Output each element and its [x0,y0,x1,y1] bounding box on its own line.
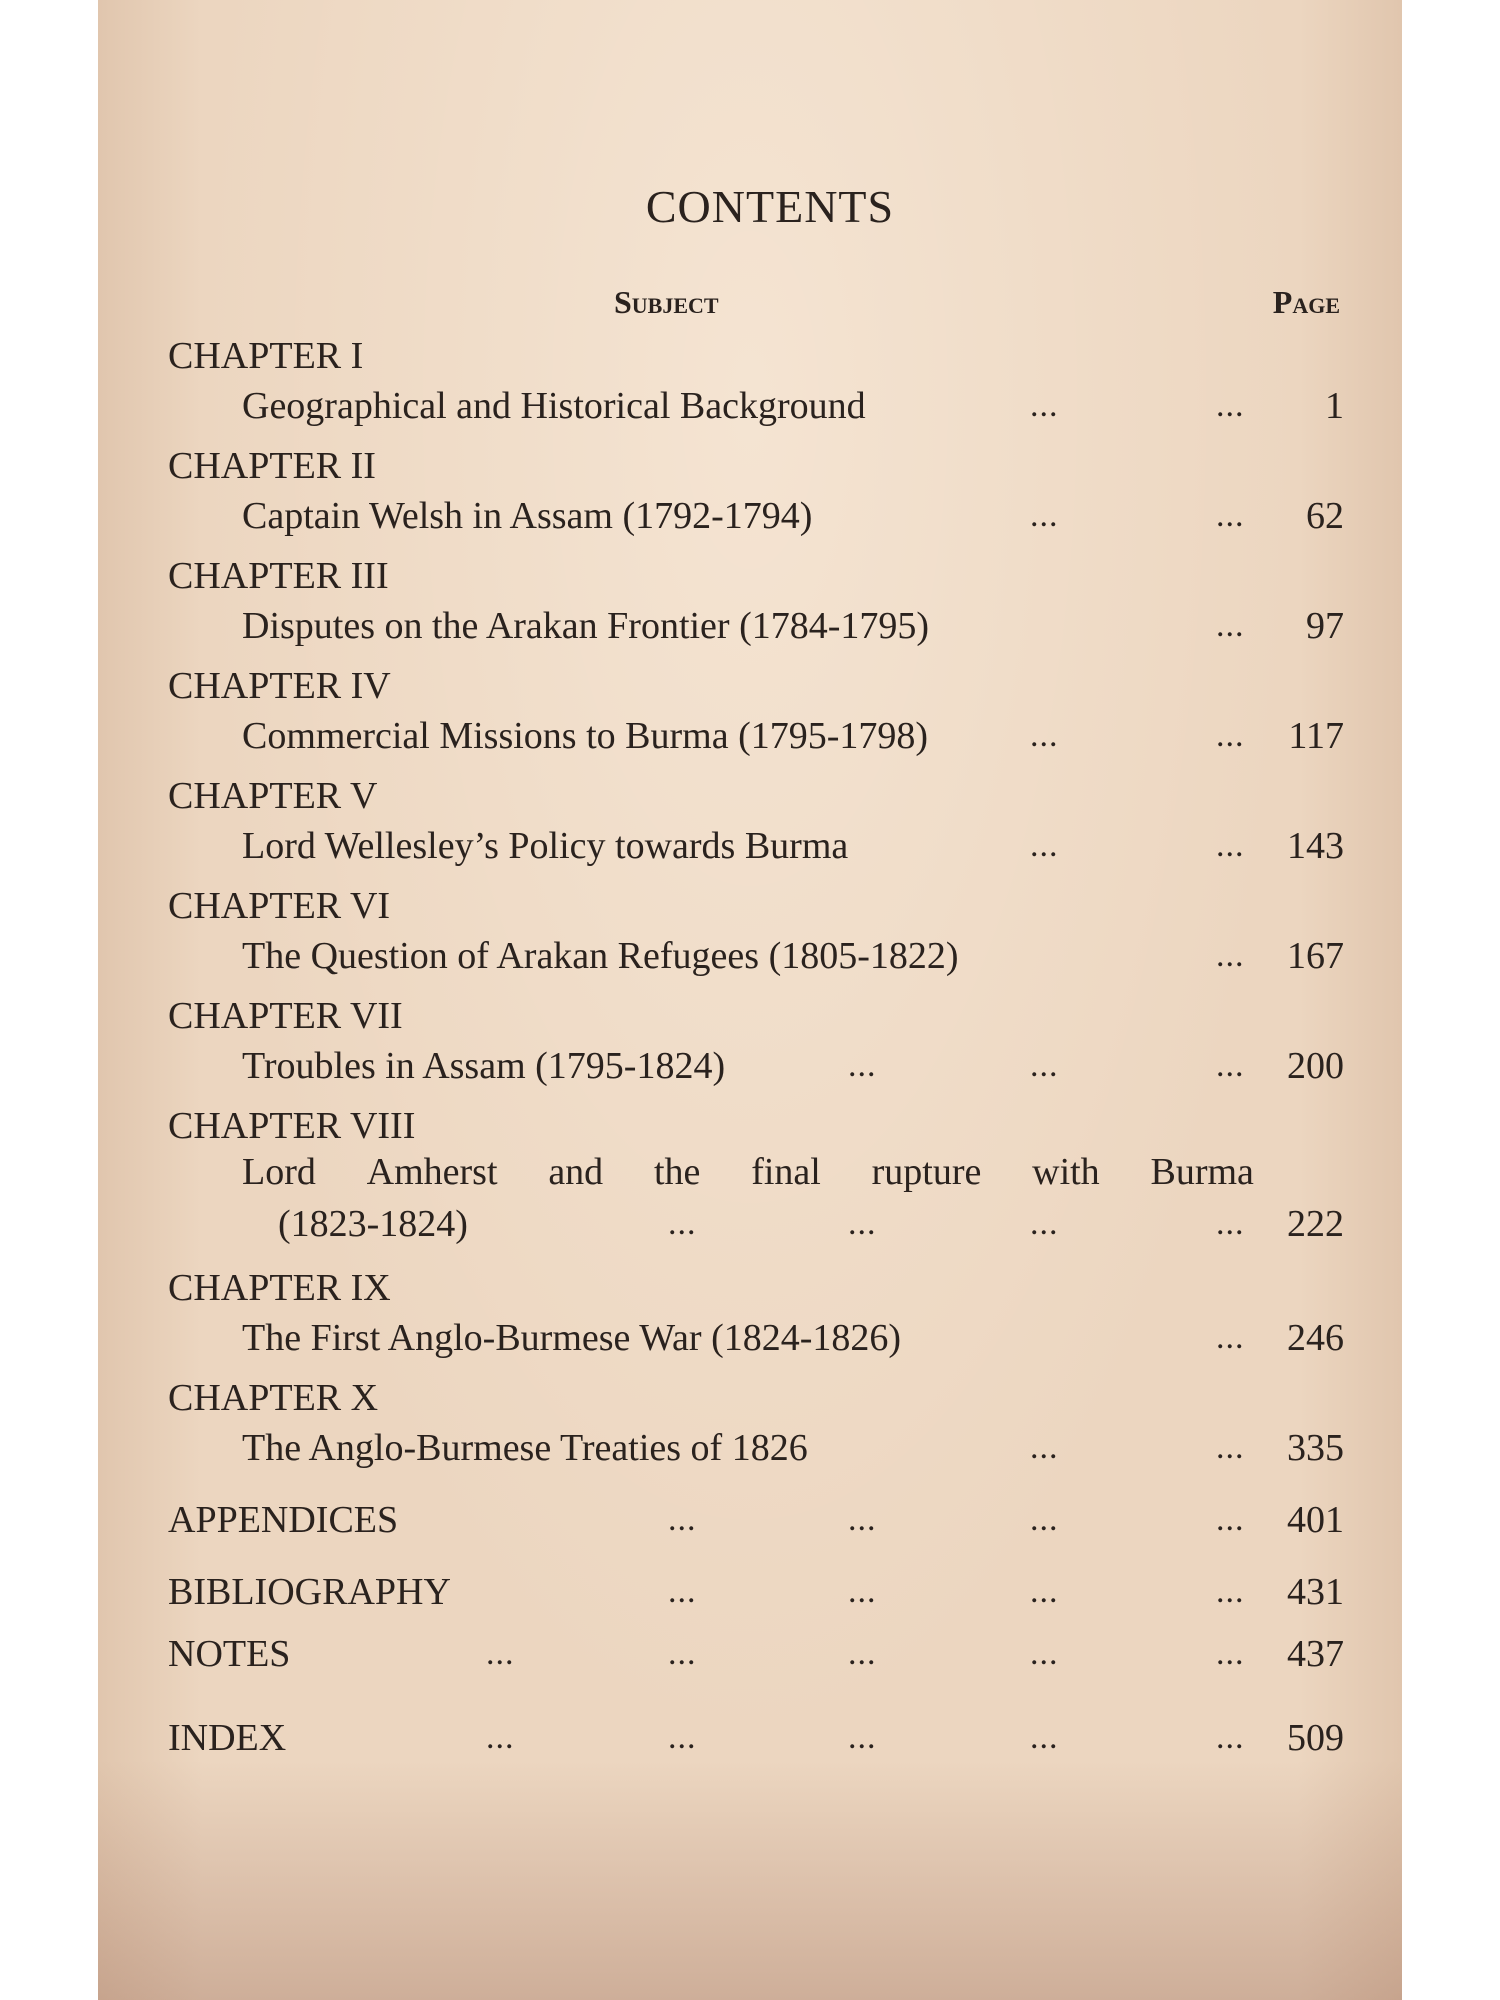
leader-dots: ... [1216,1429,1245,1466]
chapter-title: Disputes on the Arakan Frontier (1784-1795) [242,605,930,647]
leader-dots: ... [1216,607,1245,644]
leader-dots: ... [848,1573,877,1610]
section-title: BIBLIOGRAPHY [168,1571,451,1613]
chapter-title: Commercial Missions to Burma (1795-1798) [242,715,929,757]
chapter-label: CHAPTER I [168,335,364,377]
leader-dots: ... [1030,387,1059,424]
toc-entry-chapter-2 [168,444,1344,544]
section-title: NOTES [168,1633,291,1675]
chapter-label: CHAPTER VIII [168,1105,416,1147]
leader-dots: ... [486,1635,515,1672]
toc-entry-notes [168,1626,1344,1682]
book-page [98,0,1402,2000]
leader-dots: ... [1216,1205,1245,1242]
back-matter-row [168,1626,1344,1682]
chapter-row [168,1310,1344,1366]
table-of-contents [168,334,1344,1766]
chapter-title: Troubles in Assam (1795-1824) [242,1045,726,1087]
title-word: final [751,1151,821,1193]
leader-dots: ... [1030,717,1059,754]
page-number: 431 [1287,1571,1344,1613]
toc-entry-chapter-1 [168,334,1344,434]
leader-dots: ... [1030,1719,1059,1756]
leader-dots: ... [668,1205,697,1242]
chapter-label: CHAPTER VI [168,885,391,927]
page-number: 143 [1287,825,1344,867]
leader-dots: ... [1030,1501,1059,1538]
leader-dots: ... [848,1501,877,1538]
leader-dots: ... [1030,1429,1059,1466]
toc-entry-chapter-5 [168,774,1344,874]
leader-dots: ... [1216,827,1245,864]
back-matter-row [168,1492,1344,1548]
title-word: with [1032,1151,1100,1193]
title-word: Amherst [366,1151,498,1193]
section-title: APPENDICES [168,1499,399,1541]
toc-entry-appendices [168,1492,1344,1548]
leader-dots: ... [1216,1501,1245,1538]
chapter-title: The First Anglo-Burmese War (1824-1826) [242,1317,902,1359]
leader-dots: ... [1216,1635,1245,1672]
leader-dots: ... [668,1501,697,1538]
leader-dots: ... [668,1573,697,1610]
page-number: 437 [1287,1633,1344,1675]
leader-dots: ... [848,1719,877,1756]
leader-dots: ... [1216,937,1245,974]
leader-dots: ... [1216,1319,1245,1356]
chapter-row [168,378,1344,434]
leader-dots: ... [848,1047,877,1084]
back-matter-row [168,1564,1344,1620]
chapter-row [168,928,1344,984]
leader-dots: ... [1030,1573,1059,1610]
page-number: 509 [1287,1717,1344,1759]
leader-dots: ... [1216,717,1245,754]
page-number: 97 [1306,605,1344,647]
chapter-row [168,598,1344,654]
leader-dots: ... [1216,1719,1245,1756]
page-number: 117 [1288,715,1344,757]
chapter-title: The Anglo-Burmese Treaties of 1826 [242,1427,808,1469]
leader-dots: ... [1030,497,1059,534]
toc-entry-chapter-9 [168,1266,1344,1366]
chapter-title: Lord Wellesley’s Policy towards Burma [242,825,849,867]
chapter-row [168,1420,1344,1476]
leader-dots: ... [668,1719,697,1756]
leader-dots: ... [1216,387,1245,424]
leader-dots: ... [1216,1047,1245,1084]
chapter-title-continuation: (1823-1824) [278,1203,468,1245]
toc-entry-chapter-3 [168,554,1344,654]
chapter-label: CHAPTER II [168,445,376,487]
leader-dots: ... [486,1719,515,1756]
back-matter-row [168,1710,1344,1766]
page-title: CONTENTS [645,181,895,232]
toc-entry-chapter-10 [168,1376,1344,1476]
section-title: INDEX [168,1717,287,1759]
chapter-title: Geographical and Historical Background [242,385,866,427]
leader-dots: ... [668,1635,697,1672]
page-column-header: Page [1272,284,1340,320]
toc-entry-chapter-4 [168,664,1344,764]
chapter-row [168,818,1344,874]
page-number: 222 [1287,1203,1344,1245]
chapter-label: CHAPTER IV [168,665,391,707]
leader-dots: ... [1216,1573,1245,1610]
leader-dots: ... [1030,1205,1059,1242]
chapter-label: CHAPTER X [168,1377,379,1419]
leader-dots: ... [1030,1635,1059,1672]
leader-dots: ... [1030,1047,1059,1084]
page-number: 401 [1287,1499,1344,1541]
page-number: 62 [1306,495,1344,537]
chapter-label: CHAPTER III [168,555,389,597]
subject-column-header: Subject [614,284,719,320]
chapter-label: CHAPTER IX [168,1267,391,1309]
toc-entry-chapter-7 [168,994,1344,1094]
toc-entry-chapter-6 [168,884,1344,984]
chapter-title: Captain Welsh in Assam (1792-1794) [242,495,813,537]
chapter-row [168,1038,1344,1094]
title-word: Lord [242,1151,316,1193]
chapter-label: CHAPTER VII [168,995,403,1037]
chapter-label: CHAPTER V [168,775,378,817]
leader-dots: ... [1030,827,1059,864]
title-word: and [548,1151,604,1193]
leader-dots: ... [848,1205,877,1242]
toc-entry-chapter-8 [168,1104,1344,1252]
page-number: 1 [1325,385,1344,427]
page-number: 167 [1287,935,1344,977]
page-number: 200 [1287,1045,1344,1087]
chapter-row [168,1196,1344,1252]
leader-dots: ... [848,1635,877,1672]
title-word: Burma [1150,1151,1254,1193]
chapter-row [168,488,1344,544]
page-number: 246 [1287,1317,1344,1359]
title-word: the [653,1151,701,1193]
chapter-row [168,708,1344,764]
chapter-title [168,1148,1254,1196]
leader-dots: ... [1216,497,1245,534]
toc-entry-bibliography [168,1564,1344,1620]
toc-entry-index [168,1710,1344,1766]
chapter-title: The Question of Arakan Refugees (1805-1822) [242,935,959,977]
page-number: 335 [1287,1427,1344,1469]
title-word: rupture [871,1151,982,1193]
